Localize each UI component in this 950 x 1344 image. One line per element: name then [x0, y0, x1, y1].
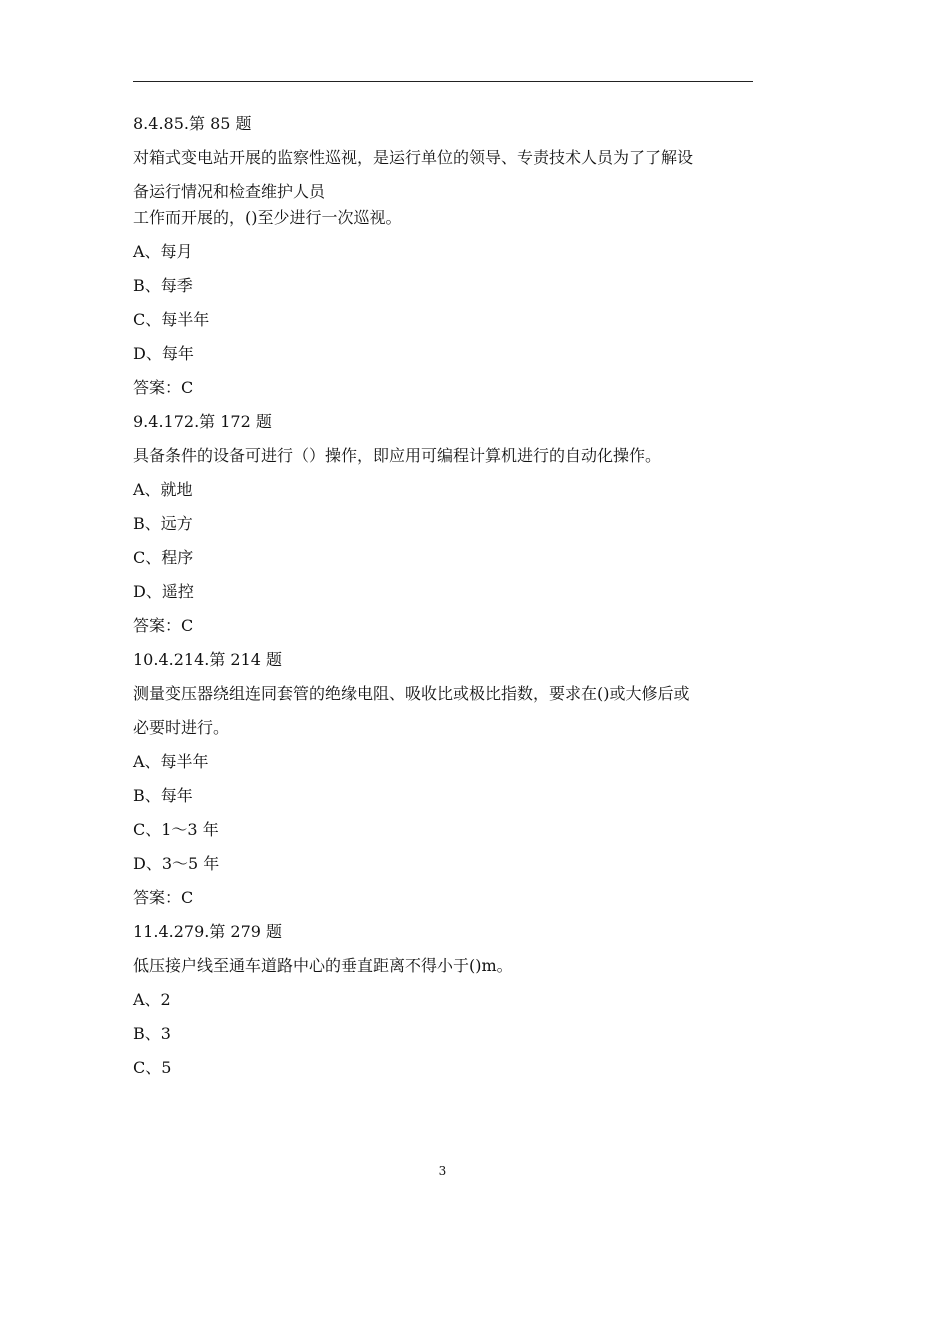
question-stem-line: 必要时进行。 — [133, 718, 230, 737]
option-d: D、每年 — [133, 344, 194, 363]
question-heading: 10.4.214.第 214 题 — [133, 650, 283, 669]
option-a: A、每半年 — [133, 752, 209, 771]
option-c: C、每半年 — [133, 310, 210, 329]
option-a: A、2 — [133, 990, 171, 1009]
question-heading: 11.4.279.第 279 题 — [133, 922, 283, 941]
question-stem-line: 测量变压器绕组连同套管的绝缘电阻、吸收比或极比指数，要求在()或大修后或 — [133, 684, 690, 703]
option-d: D、3～5 年 — [133, 854, 220, 873]
answer: 答案：C — [133, 888, 194, 907]
question-stem-line: 低压接户线至通车道路中心的垂直距离不得小于()m。 — [133, 956, 513, 975]
header-rule — [133, 81, 753, 82]
question-85 — [133, 112, 758, 400]
question-heading: 9.4.172.第 172 题 — [133, 412, 272, 431]
answer: 答案：C — [133, 616, 194, 635]
option-c: C、1～3 年 — [133, 820, 219, 839]
option-d: D、遥控 — [133, 582, 194, 601]
option-c: C、程序 — [133, 548, 194, 567]
page-number: 3 — [438, 1164, 447, 1178]
answer: 答案：C — [133, 378, 194, 397]
option-a: A、每月 — [133, 242, 193, 261]
option-a: A、就地 — [133, 480, 193, 499]
option-b: B、每年 — [133, 786, 193, 805]
question-list — [133, 112, 758, 1090]
question-stem-line: 具备条件的设备可进行（）操作，即应用可编程计算机进行的自动化操作。 — [133, 446, 662, 465]
option-c: C、5 — [133, 1058, 172, 1077]
question-stem-line: 工作而开展的，()至少进行一次巡视。 — [133, 208, 402, 227]
question-stem-line: 对箱式变电站开展的监察性巡视，是运行单位的领导、专责技术人员为了了解设 — [133, 148, 694, 167]
question-214 — [133, 648, 758, 910]
option-b: B、每季 — [133, 276, 193, 295]
question-heading: 8.4.85.第 85 题 — [133, 114, 252, 133]
option-b: B、3 — [133, 1024, 171, 1043]
question-172 — [133, 410, 758, 638]
question-stem-line: 备运行情况和检查维护人员 — [133, 182, 326, 201]
question-279 — [133, 920, 758, 1080]
option-b: B、远方 — [133, 514, 193, 533]
